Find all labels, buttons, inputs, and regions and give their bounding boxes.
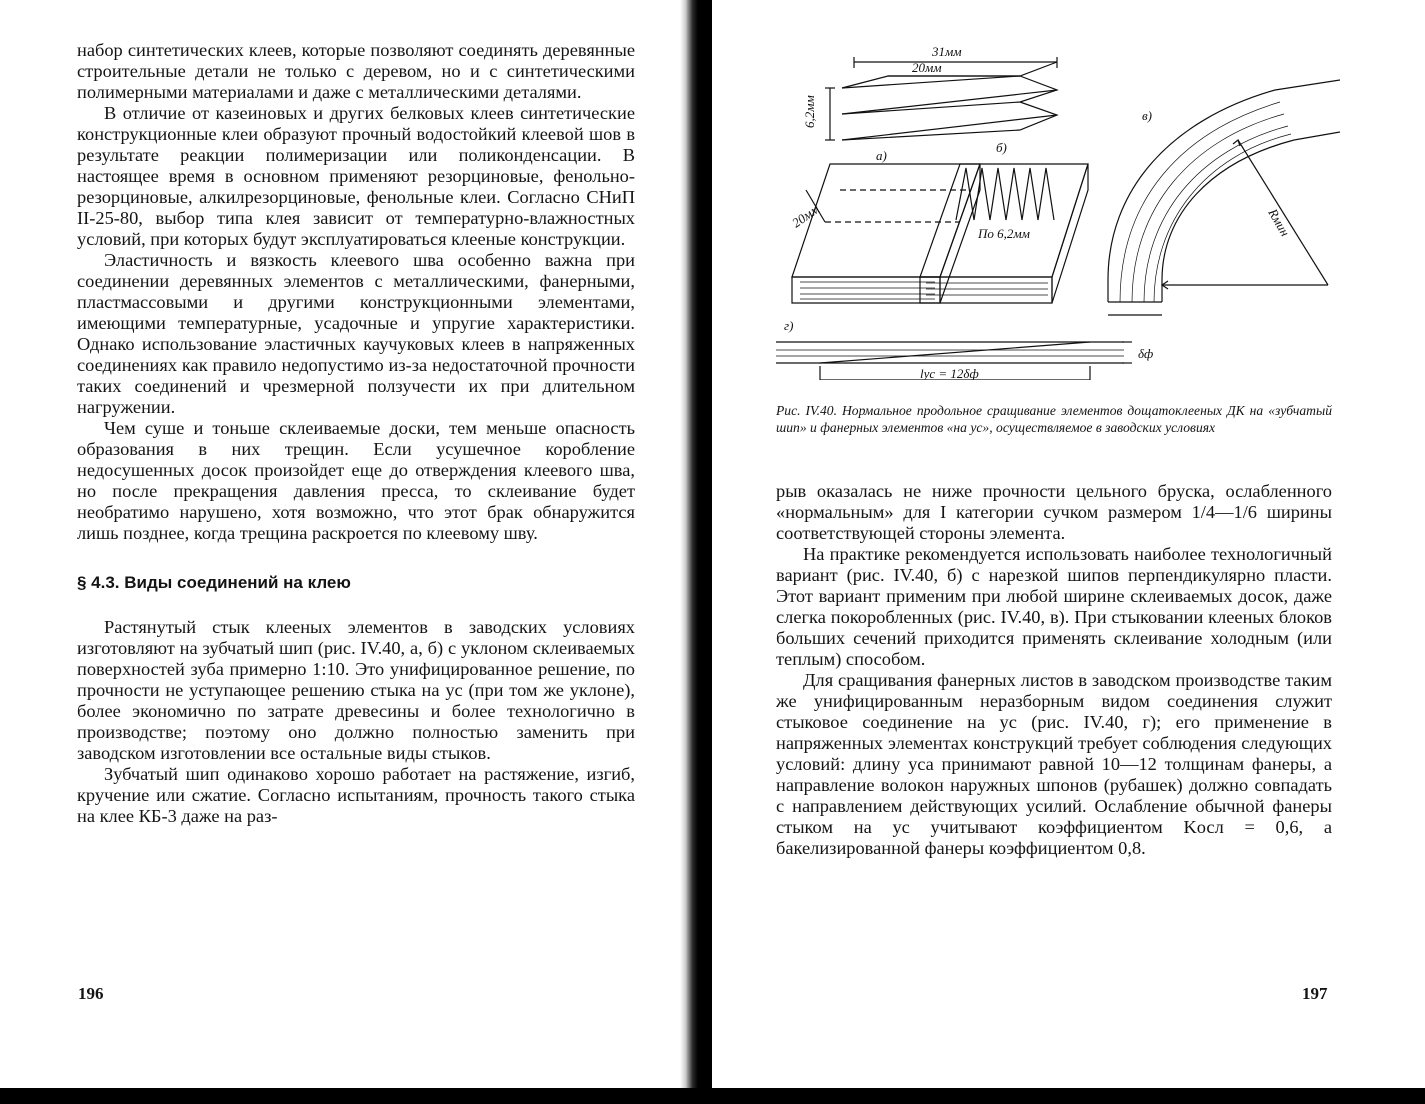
paragraph: Зубчатый шип одинаково хорошо работает на растяжение, изгиб, кручение или сжатие. Согласно испытаниям, прочность такого стыка на клее КБ-3 даже на раз- [77,764,635,826]
page-number: 197 [1302,984,1328,1003]
label-v: в) [1142,108,1152,123]
paragraph: Для сращивания фанерных листов в заводском производстве таким же унифицированным неразборным видом соединения служит стыковое соединение на ус (рис. IV.40, г); его применение в напряженных элементах конструкций требует соблюдения следующих условий: длину уса принимают равной 10—12 толщинам фанеры, а направление волокон наружных шпонов (рубашек) должно совпадать с направлением действующих усилий. Ослабление обычной фанеры стыком на ус учитывают коэффициентом Kосл = 0,6, а бакелизированной фанеры коэффициентом 0,8. [776,670,1332,858]
left-page [0,0,672,1104]
paragraph: рыв оказалась не ниже прочности цельного бруска, ослабленного «нормальным» для I категории сучком размером 1/4—1/6 ширины соответствующей стороны элемента. [776,481,1332,543]
paragraph: В отличие от казеиновых и других белковых клеев синтетические конструкционные клеи образуют прочный водостойкий клеевой шов в результате реакции полимеризации или поликонденсации. В настоящее время в основном применяют резорциновые, фенольно-резорциновые, алкилрезорциновые, фенольные клеи. Согласно СНиП II-25-80, выбор типа клея зависит от температурно-влажностных условий, при которых будут эксплуатироваться клееные конструкции. [77,103,635,249]
label-a: а) [876,148,887,163]
joint-figure [770,40,1340,380]
dim-6-2mm: 6,2мм [802,95,817,128]
paragraph: набор синтетических клеев, которые позволяют соединять деревянные строительные детали не только с деревом, но и с синтетическими полимерными материалами и даже с металлическими деталями. [77,40,635,102]
page-number: 196 [78,984,104,1003]
delta-label: δф [1138,346,1154,361]
scarf-length-label: lус = 12δф [920,366,979,380]
paragraph: Растянутый стык клееных элементов в заводских условиях изготовляют на зубчатый шип (рис. IV.40, а, б) с уклоном склеиваемых поверхностей зуба примерно 1:10. Это унифицированное решение, по прочности не уступающее решению стыка на ус (при том же уклоне), более экономично по затрате древесины и более технологично в производстве; поэтому оно должно полностью заменить при заводском изготовлении все остальные виды стыков. [77,617,635,763]
figure-caption: Рис. IV.40. Нормальное продольное сращивание элементов дощатоклееных ДК на «зубчатый шип» и фанерных элементов «на ус», осуществляемое в заводских условиях [776,403,1332,435]
label-g: г) [784,318,794,333]
paragraph: Чем суше и тоньше склеиваемые доски, тем меньше опасность образования в них трещин. Если усушечное коробление недосушенных досок произойдет еще до отверждения клеевого шва, но после прекращения давления пресса, то склеивание будет необратимо нарушено, хотя возможно, что этот брак обнаружится лишь позднее, когда трещина раскроется по клеевому шву. [77,418,635,543]
board-a [792,164,980,303]
label-b: б) [996,140,1007,155]
paragraph: На практике рекомендуется использовать наиболее технологичный вариант (рис. IV.40, б) с нарезкой шипов перпендикулярно пласти. Этот вариант применим при любой ширине склеиваемых досок, даже слегка покоробленных (рис. IV.40, в). При стыковании клееных блоков больших сечений приходится применять склеивание холодным (или теплым) способом. [776,544,1332,669]
dim-20mm-block: 20мм [789,201,822,231]
radius-label: Rмин [1265,206,1293,239]
left-page-text [77,40,635,827]
book-gutter [672,0,712,1104]
paragraph: Эластичность и вязкость клеевого шва особенно важна при соединении деревянных элементов с металлическими, фанерными, пластмассовыми и другими конструкционными элементами, имеющими температурные, усадочные и упругие характеристики. Однако использование эластичных каучуковых клеев в напряженных соединениях как правило недопустимо из-за недостаточной прочности таких соединений и чрезмерной ползучести их при длительном нагружении. [77,250,635,417]
dim-20mm: 20мм [912,60,942,75]
right-page-text [776,481,1332,859]
dim-31mm: 31мм [932,44,962,59]
section-heading: § 4.3. Виды соединений на клею [77,573,351,592]
pitch-label: По 6,2мм [978,226,1030,241]
scan-bottom-edge [0,1088,1425,1104]
